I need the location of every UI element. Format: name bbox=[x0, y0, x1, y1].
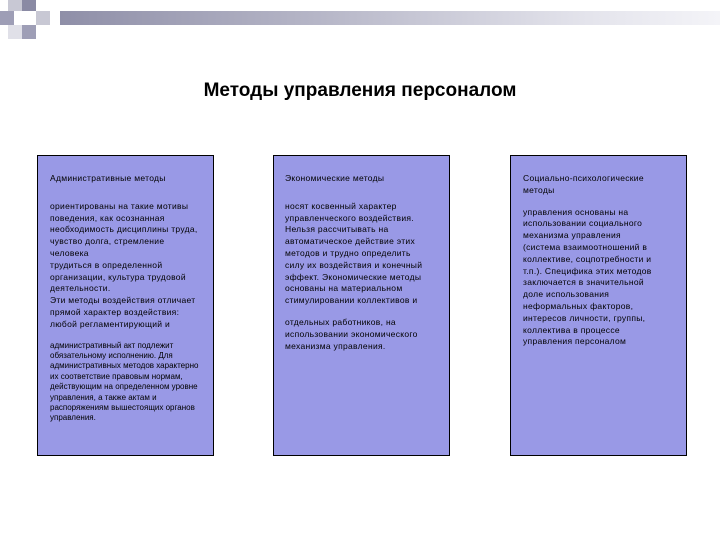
decor-square bbox=[8, 25, 22, 39]
box-text-continued: отдельных работников, на использовании экономического механизма управления. bbox=[285, 316, 418, 351]
decor-square bbox=[8, 0, 22, 11]
box-text-continued: административный акт подлежит обязательному исполнению. Для административных методов характерно их соответствие правовым нормам, действующим на определенном уровне управления, а также актам и распоряжениям вышестоящих органов управления. bbox=[50, 340, 199, 423]
header-gradient-bar bbox=[60, 11, 720, 25]
box-text: ориентированы на такие мотивы поведения, как осознанная необходимость дисциплины труда, чувство долга, стремление человека трудиться в определенной организации, культура трудовой деятельности. Эти методы воздействия отличает прямой характер воздействия: любой регламентирующий и bbox=[50, 200, 198, 329]
box-heading: Экономические методы bbox=[285, 173, 385, 183]
decor-square bbox=[0, 11, 14, 25]
box-text: управления основаны на использовании социального механизма управления (система взаимоотношений в коллективе, соцпотребности и т.п.). Специфика этих методов заключается в значительной доле использования неформальных факторов, интересов личности, группы, коллектива в процессе управления персоналом bbox=[523, 206, 652, 347]
administrative-methods-box bbox=[37, 155, 214, 456]
socio-psychological-methods-box bbox=[510, 155, 687, 456]
slide-title: Методы управления персоналом bbox=[203, 80, 517, 101]
decor-square bbox=[36, 11, 50, 25]
economic-methods-box bbox=[273, 155, 450, 456]
box-heading: Социально-психологические методы bbox=[523, 173, 644, 195]
box-heading: Административные методы bbox=[50, 173, 166, 183]
decor-square bbox=[22, 0, 36, 11]
decor-square bbox=[22, 25, 36, 39]
box-text: носят косвенный характер управленческого воздействия. Нельзя рассчитывать на автоматическое действие этих методов и трудно определить силу их воздействия и конечный эффект. Экономические методы основаны на материальном стимулировании коллективов и bbox=[285, 200, 423, 306]
